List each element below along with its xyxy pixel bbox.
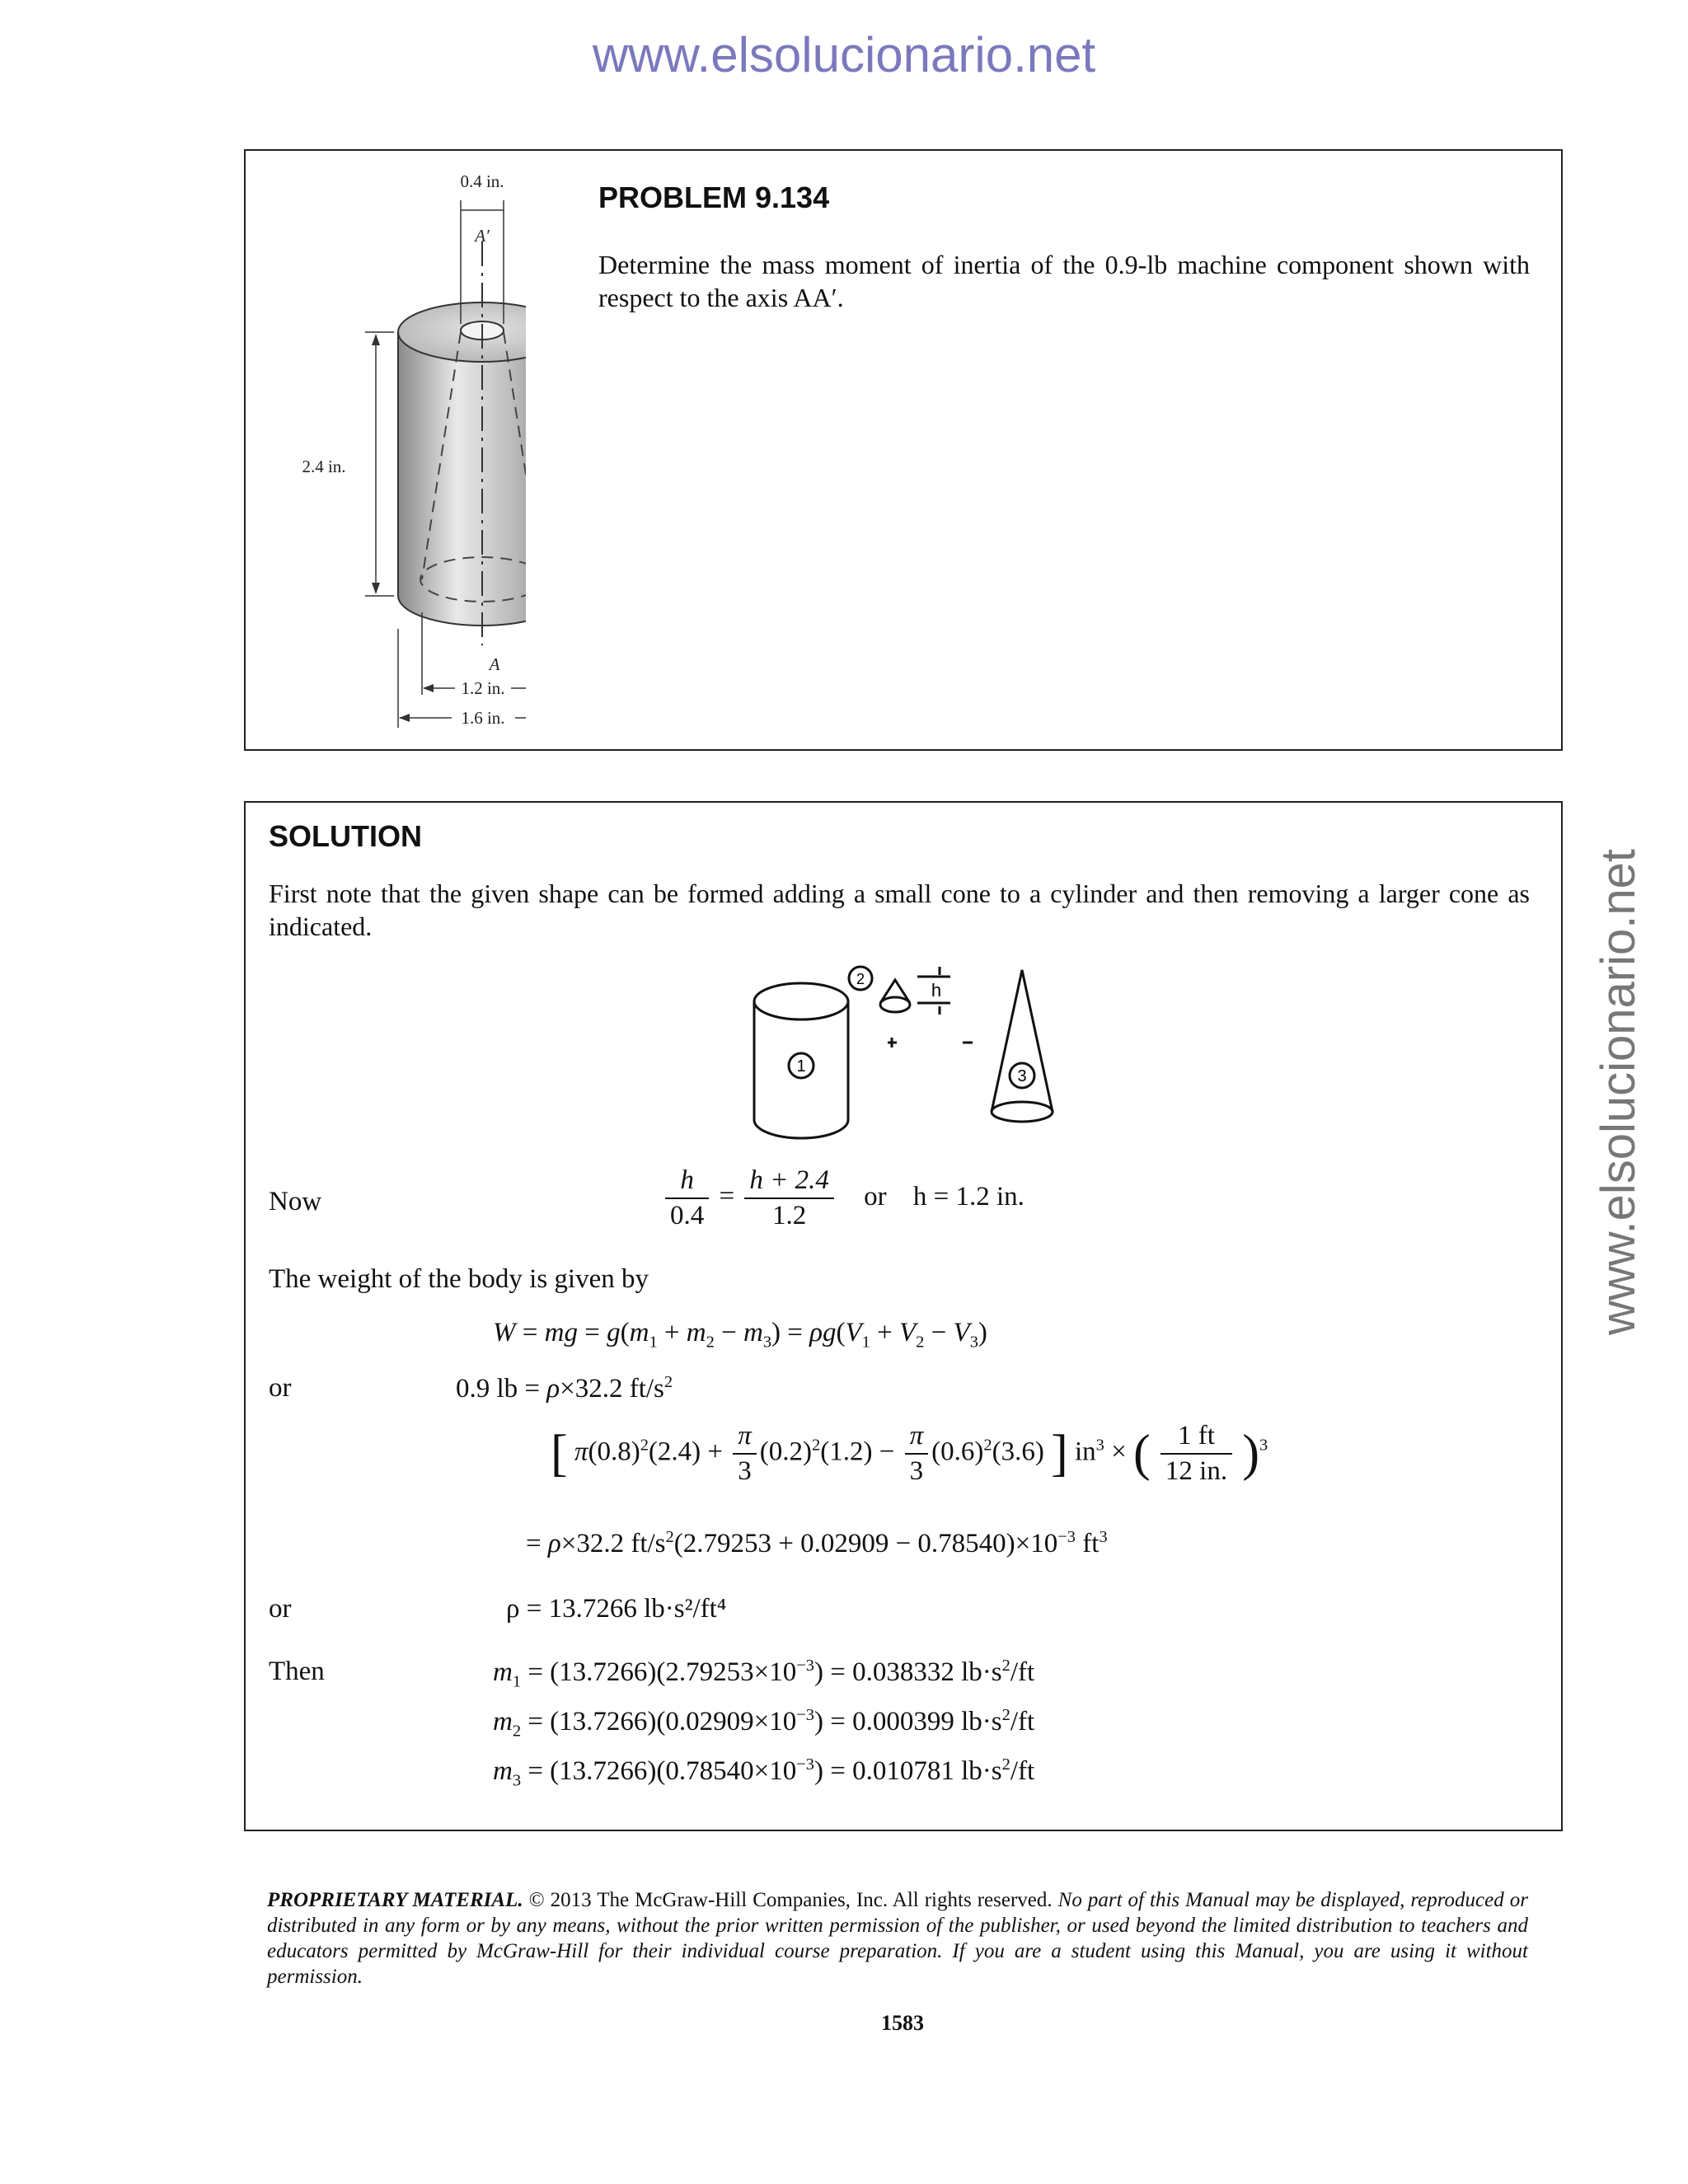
- cylinder-body: [398, 332, 526, 626]
- mass-row: $m_2 = (13.7266)(0.02909\times 10^{-3}) = 0.000399$ $lb\cdot s^2/ft$: [493, 1706, 1035, 1741]
- page-number: 1583: [881, 2011, 924, 2035]
- decomposition-sketch: [715, 963, 1342, 1161]
- label-outer-diameter: 1.6 in.: [461, 708, 505, 728]
- problem-statement: Determine the mass moment of inertia of the 0.9-lb machine component shown with respect to the axis AA′.: [598, 250, 1530, 312]
- density-line: 0.9 lb = ρ×32.2 $ft/s^2$: [456, 1373, 673, 1404]
- sketch-label-1: 1: [796, 1057, 806, 1076]
- watermark-side: www.elsolucionario.net: [1592, 849, 1645, 1335]
- sketch-label-3: 3: [1017, 1067, 1027, 1085]
- label-axis-top: A′: [475, 226, 490, 246]
- footer-notice: PROPRIETARY MATERIAL. © 2013 The McGraw-Hill Companies, Inc. All rights reserved. No part of this Manual may be displayed, reproduced or distributed in any form or by any means, without the prior written permission of the publisher, or used beyond the limited distribution to teachers and educators permitted by McGraw-Hill for their individual course preparation. If you are a student using this Manual, you are using it without permission.: [267, 1889, 1528, 1988]
- solution-title: SOLUTION: [269, 819, 422, 853]
- weight-equation: W = mg = $g(m_1 + m_2 - m_3) = \rho g(V_1 + V_2 - V_3)$: [493, 1318, 987, 1352]
- label-axis-bottom: A: [489, 654, 500, 674]
- mass-row: $m_1 = (13.7266)(2.79253\times 10^{-3}) = 0.038332$ $lb\cdot s^2/ft$: [493, 1657, 1035, 1691]
- density-expansion: = ρ×32.2 $ft/s^2(2.79253 + 0.02909 - 0.78540)\times 10^{-3}$ $ft^3$: [526, 1528, 1108, 1558]
- mass-row: $m_3 = (13.7266)(0.78540\times 10^{-3}) = 0.010781$ $lb\cdot s^2/ft$: [493, 1755, 1035, 1790]
- then-label: Then: [269, 1657, 325, 1686]
- problem-figure: [279, 167, 526, 744]
- or-label-2: or: [269, 1594, 292, 1624]
- sketch-label-2: 2: [856, 971, 865, 987]
- label-height: 2.4 in.: [302, 457, 346, 476]
- volume-bracket: [ $\pi(0.8)^2(2.4)$ + $\frac{\pi}{3}$ $(0.2)^2(1.2)$ − $\frac{\pi}{3}$ $(0.6)^2(3.6)$ ] $in^3$ × ( $\frac{1 ft}{12 in.}$ )$^3$: [551, 1421, 1268, 1486]
- problem-box: [244, 149, 1563, 751]
- problem-title: PROBLEM 9.134: [598, 180, 830, 214]
- solution-intro: First note that the given shape can be formed adding a small cone to a cylinder and then removing a larger cone as indicated.: [269, 879, 1530, 941]
- watermark-top: www.elsolucionario.net: [592, 27, 1096, 82]
- now-equation: $\frac{h}{0.4}$ = $\frac{h + 2.4}{1.2}$ or h = 1.2 in.: [662, 1165, 1025, 1231]
- sketch-label-h: h: [931, 980, 942, 1001]
- weight-text: The weight of the body is given by: [269, 1264, 649, 1294]
- solution-box: [244, 801, 1563, 1831]
- or-label-1: or: [269, 1373, 292, 1403]
- label-inner-diameter: 1.2 in.: [461, 678, 505, 698]
- now-label: Now: [269, 1187, 322, 1216]
- label-top-width: 0.4 in.: [460, 171, 504, 191]
- rho-result: ρ = 13.7266 lb·s²/ft⁴: [506, 1594, 727, 1624]
